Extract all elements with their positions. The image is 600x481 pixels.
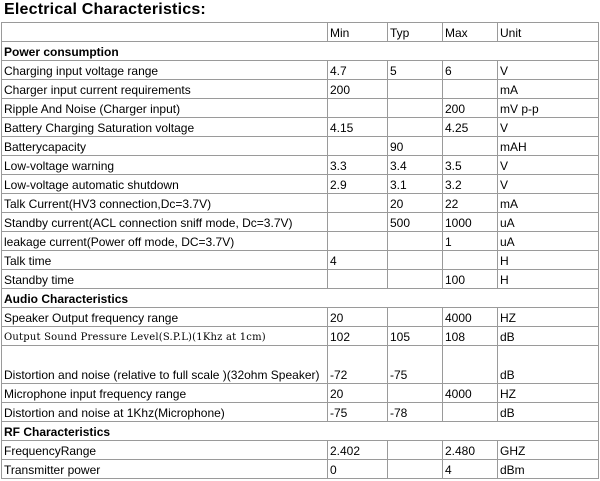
header-param: [2, 23, 328, 42]
table-row: [2, 460, 599, 479]
table-row: [2, 194, 599, 213]
cell-unit: mAH: [498, 137, 599, 156]
cell-min: 20: [328, 308, 388, 327]
cell-typ: 20: [388, 194, 443, 213]
cell-min: 4.15: [328, 118, 388, 137]
cell-typ: 3.4: [388, 156, 443, 175]
cell-unit: GHZ: [498, 441, 599, 460]
cell-unit: uA: [498, 232, 599, 251]
cell-max: 108: [443, 327, 498, 346]
cell-param: Low-voltage warning: [2, 156, 328, 175]
cell-param: Distortion and noise (relative to full scale )(32ohm Speaker): [2, 346, 328, 384]
cell-param: Battery Charging Saturation voltage: [2, 118, 328, 137]
header-min: Min: [328, 23, 388, 42]
cell-min: [328, 99, 388, 118]
cell-min: 4: [328, 251, 388, 270]
table-row: [2, 403, 599, 422]
cell-max: 4000: [443, 308, 498, 327]
cell-max: 3.2: [443, 175, 498, 194]
cell-max: 3.5: [443, 156, 498, 175]
cell-unit: HZ: [498, 308, 599, 327]
cell-max: 4000: [443, 384, 498, 403]
section-title: Power consumption: [2, 42, 599, 61]
page-title: Electrical Characteristics:: [4, 1, 206, 18]
cell-typ: 500: [388, 213, 443, 232]
table-row: [2, 213, 599, 232]
table-row: [2, 232, 599, 251]
section-row: [2, 289, 599, 308]
table-row: [2, 251, 599, 270]
cell-max: 22: [443, 194, 498, 213]
cell-param: Microphone input frequency range: [2, 384, 328, 403]
table-row: [2, 270, 599, 289]
cell-typ: [388, 232, 443, 251]
header-max: Max: [443, 23, 498, 42]
cell-typ: [388, 384, 443, 403]
cell-param: leakage current(Power off mode, DC=3.7V): [2, 232, 328, 251]
cell-unit: mV p-p: [498, 99, 599, 118]
cell-min: 3.3: [328, 156, 388, 175]
header-typ: Typ: [388, 23, 443, 42]
cell-param: Charging input voltage range: [2, 61, 328, 80]
cell-min: [328, 232, 388, 251]
table-row: [2, 327, 599, 346]
cell-min: -72: [328, 346, 388, 384]
cell-typ: 90: [388, 137, 443, 156]
cell-max: 1: [443, 232, 498, 251]
section-row: [2, 42, 599, 61]
table-row: [2, 384, 599, 403]
cell-typ: [388, 251, 443, 270]
cell-unit: H: [498, 270, 599, 289]
cell-param: Standby time: [2, 270, 328, 289]
table-body: [2, 23, 599, 479]
cell-unit: mA: [498, 194, 599, 213]
cell-min: 4.7: [328, 61, 388, 80]
electrical-characteristics-table: [1, 22, 599, 479]
table-row: [2, 346, 599, 384]
cell-unit: mA: [498, 80, 599, 99]
cell-min: 20: [328, 384, 388, 403]
cell-typ: -75: [388, 346, 443, 384]
cell-unit: V: [498, 156, 599, 175]
cell-max: 4.25: [443, 118, 498, 137]
cell-max: [443, 251, 498, 270]
cell-param: Low-voltage automatic shutdown: [2, 175, 328, 194]
cell-min: [328, 213, 388, 232]
cell-unit: HZ: [498, 384, 599, 403]
cell-min: 102: [328, 327, 388, 346]
cell-param: Talk Current(HV3 connection,Dc=3.7V): [2, 194, 328, 213]
section-row: [2, 422, 599, 441]
cell-typ: -78: [388, 403, 443, 422]
cell-unit: dBm: [498, 460, 599, 479]
table-row: [2, 156, 599, 175]
cell-typ: 105: [388, 327, 443, 346]
section-title: Audio Characteristics: [2, 289, 599, 308]
header-unit: Unit: [498, 23, 599, 42]
cell-typ: [388, 460, 443, 479]
cell-unit: H: [498, 251, 599, 270]
cell-unit: uA: [498, 213, 599, 232]
cell-typ: [388, 270, 443, 289]
cell-min: 0: [328, 460, 388, 479]
cell-param: Distortion and noise at 1Khz(Microphone): [2, 403, 328, 422]
cell-param: Charger input current requirements: [2, 80, 328, 99]
cell-min: 2.9: [328, 175, 388, 194]
cell-param: Talk time: [2, 251, 328, 270]
cell-max: 200: [443, 99, 498, 118]
cell-typ: 5: [388, 61, 443, 80]
header-row: [2, 23, 599, 42]
cell-max: [443, 403, 498, 422]
table-row: [2, 441, 599, 460]
cell-unit: dB: [498, 403, 599, 422]
cell-min: [328, 137, 388, 156]
cell-min: 200: [328, 80, 388, 99]
cell-max: [443, 80, 498, 99]
cell-param: Standby current(ACL connection sniff mode, Dc=3.7V): [2, 213, 328, 232]
cell-min: 2.402: [328, 441, 388, 460]
table-row: [2, 99, 599, 118]
cell-min: -75: [328, 403, 388, 422]
cell-max: 4: [443, 460, 498, 479]
cell-param: Transmitter power: [2, 460, 328, 479]
cell-typ: [388, 99, 443, 118]
cell-typ: [388, 441, 443, 460]
cell-max: 2.480: [443, 441, 498, 460]
cell-max: 6: [443, 61, 498, 80]
table-row: [2, 137, 599, 156]
cell-max: [443, 137, 498, 156]
cell-typ: 3.1: [388, 175, 443, 194]
cell-param: Ripple And Noise (Charger input): [2, 99, 328, 118]
cell-param: Batterycapacity: [2, 137, 328, 156]
cell-min: [328, 194, 388, 213]
cell-typ: [388, 80, 443, 99]
cell-param: Speaker Output frequency range: [2, 308, 328, 327]
cell-typ: [388, 308, 443, 327]
cell-max: 100: [443, 270, 498, 289]
cell-max: 1000: [443, 213, 498, 232]
cell-unit: dB: [498, 327, 599, 346]
table-row: [2, 61, 599, 80]
cell-unit: dB: [498, 346, 599, 384]
cell-unit: V: [498, 175, 599, 194]
section-title: RF Characteristics: [2, 422, 599, 441]
table-row: [2, 80, 599, 99]
table-row: [2, 308, 599, 327]
cell-unit: V: [498, 118, 599, 137]
table-row: [2, 175, 599, 194]
cell-max: [443, 346, 498, 384]
table-row: [2, 118, 599, 137]
cell-param: Output Sound Pressure Level(S.P.L)(1Khz at 1cm): [2, 327, 328, 346]
cell-typ: [388, 118, 443, 137]
cell-param: FrequencyRange: [2, 441, 328, 460]
cell-unit: V: [498, 61, 599, 80]
cell-min: [328, 270, 388, 289]
